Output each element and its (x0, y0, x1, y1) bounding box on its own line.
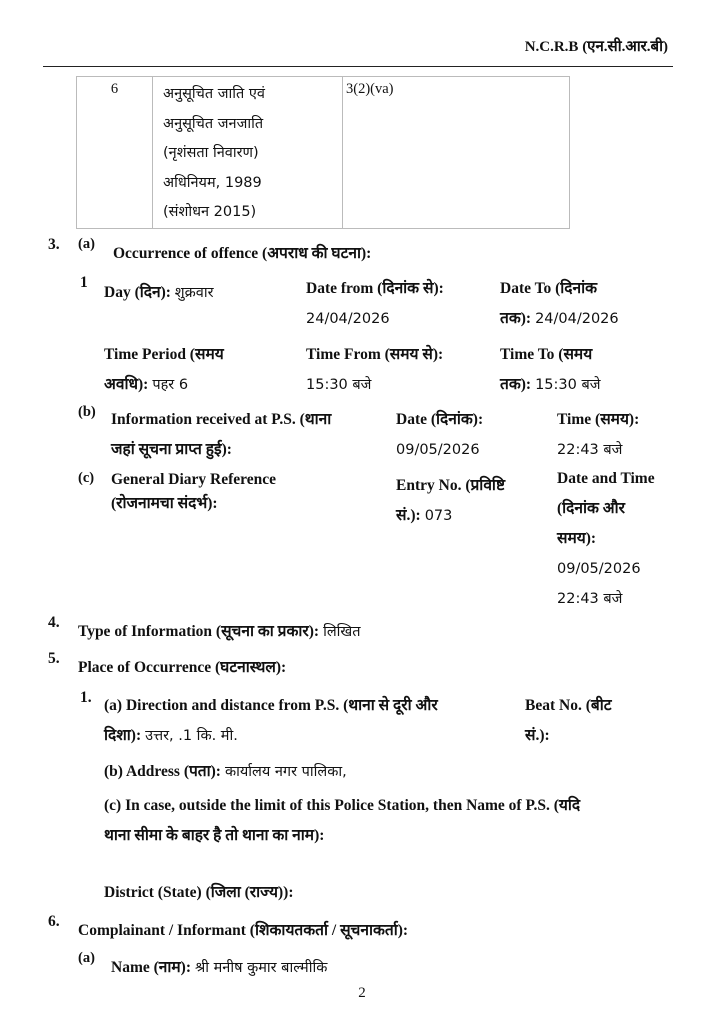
time-to-value: 15:30 बजे (535, 377, 601, 393)
date-from-value: 24/04/2026 (306, 311, 390, 327)
gd-time-value: 22:43 बजे (557, 591, 623, 607)
section-5-number: 5. (48, 650, 60, 667)
beat-no-label-cont: सं.): (525, 727, 550, 744)
complainant-name-value: श्री मनीष कुमार बाल्मीकि (194, 960, 328, 976)
entry-no-label-cont: सं.): (396, 507, 421, 524)
gd-reference-label-line1: General Diary Reference (111, 471, 276, 488)
act-line: (नृशंसता निवारण) (163, 145, 259, 161)
info-type-label: Type of Information (सूचना का प्रकार): (78, 623, 320, 640)
item-1-marker: 1 (80, 274, 88, 291)
info-time-value: 22:43 बजे (557, 442, 623, 458)
day-value: शुक्रवार (174, 285, 214, 301)
time-from-value: 15:30 बजे (306, 377, 372, 393)
gd-date-value: 09/05/2026 (557, 561, 641, 577)
act-name-cell (153, 77, 343, 229)
acts-sections-table (76, 76, 570, 229)
outside-ps-label-line2: थाना सीमा के बाहर है तो थाना का नाम): (104, 827, 325, 844)
date-to-label: Date To (दिनांक (500, 280, 598, 297)
section-3b-marker: (b) (78, 404, 96, 420)
serial-number-cell: 6 (77, 77, 153, 229)
time-to-label-cont: तक): (500, 376, 532, 393)
gd-datetime-label-line1: Date and Time (557, 470, 655, 487)
header-divider (43, 66, 673, 67)
date-to-value: 24/04/2026 (535, 311, 619, 327)
section-3-number: 3. (48, 236, 60, 253)
info-date-value: 09/05/2026 (396, 442, 480, 458)
time-period-label-cont: अवधि): (104, 376, 149, 393)
act-line: अधिनियम, 1989 (163, 174, 262, 191)
direction-label: (a) Direction and distance from P.S. (थाना से दूरी और (104, 697, 438, 714)
gd-datetime-label-line3: समय): (557, 530, 597, 547)
direction-label-cont: दिशा): (104, 727, 142, 744)
info-received-label-line1: Information received at P.S. (थाना (111, 411, 332, 428)
act-name (153, 77, 342, 228)
complainant-label: Complainant / Informant (शिकायतकर्ता / सूचनाकर्ता): (78, 922, 409, 939)
section-6-number: 6. (48, 913, 60, 930)
act-line: (संशोधन 2015) (163, 204, 257, 220)
gd-datetime-label-line2: (दिनांक और (557, 500, 625, 517)
table-row (77, 77, 570, 229)
time-to-label: Time To (समय (500, 346, 593, 363)
time-from-label: Time From (समय से): (306, 346, 444, 363)
entry-no-value: 073 (424, 508, 453, 524)
date-from-label: Date from (दिनांक से): (306, 280, 444, 297)
act-line: अनुसूचित जाति एवं (163, 86, 265, 102)
entry-no-label: Entry No. (प्रविष्टि (396, 477, 505, 494)
document-header: N.C.R.B (एन.सी.आर.बी) (524, 39, 668, 55)
place-item-1-marker: 1. (80, 689, 92, 706)
section-4-number: 4. (48, 614, 60, 631)
place-of-occurrence-label: Place of Occurrence (घटनास्थल): (78, 659, 287, 676)
info-type-value: लिखित (323, 624, 361, 640)
info-received-label-line2: जहां सूचना प्राप्त हुई): (111, 441, 232, 458)
section-6a-marker: (a) (78, 950, 95, 966)
info-date-label: Date (दिनांक): (396, 411, 484, 428)
occurrence-label: Occurrence of offence (अपराध की घटना): (113, 245, 372, 262)
info-received-label (111, 405, 331, 465)
section-3a-marker: (a) (78, 236, 95, 252)
act-line: अनुसूचित जनजाति (163, 115, 264, 132)
direction-value: उत्तर, .1 कि. मी. (145, 728, 238, 744)
gd-reference-label-line2: (रोजनामचा संदर्भ): (111, 495, 218, 512)
page-number: 2 (358, 985, 366, 1001)
address-label: (b) Address (पता): (104, 763, 221, 780)
info-time-label: Time (समय): (557, 411, 640, 428)
complainant-name-label: Name (नाम): (111, 959, 191, 976)
day-label: Day (दिन): (104, 284, 171, 301)
district-state-label: District (State) (जिला (राज्य)): (104, 884, 294, 901)
outside-ps-label-line1: (c) In case, outside the limit of this Police Station, then Name of P.S. (यदि (104, 797, 581, 814)
sections-cell: 3(2)(va) (343, 77, 570, 229)
section-3c-marker: (c) (78, 470, 95, 486)
beat-no-label: Beat No. (बीट (525, 697, 612, 714)
address-value: कार्यालय नगर पालिका, (224, 764, 347, 780)
time-period-value: पहर 6 (152, 377, 189, 393)
time-period-label: Time Period (समय (104, 346, 224, 363)
date-to-label-cont: तक): (500, 310, 532, 327)
